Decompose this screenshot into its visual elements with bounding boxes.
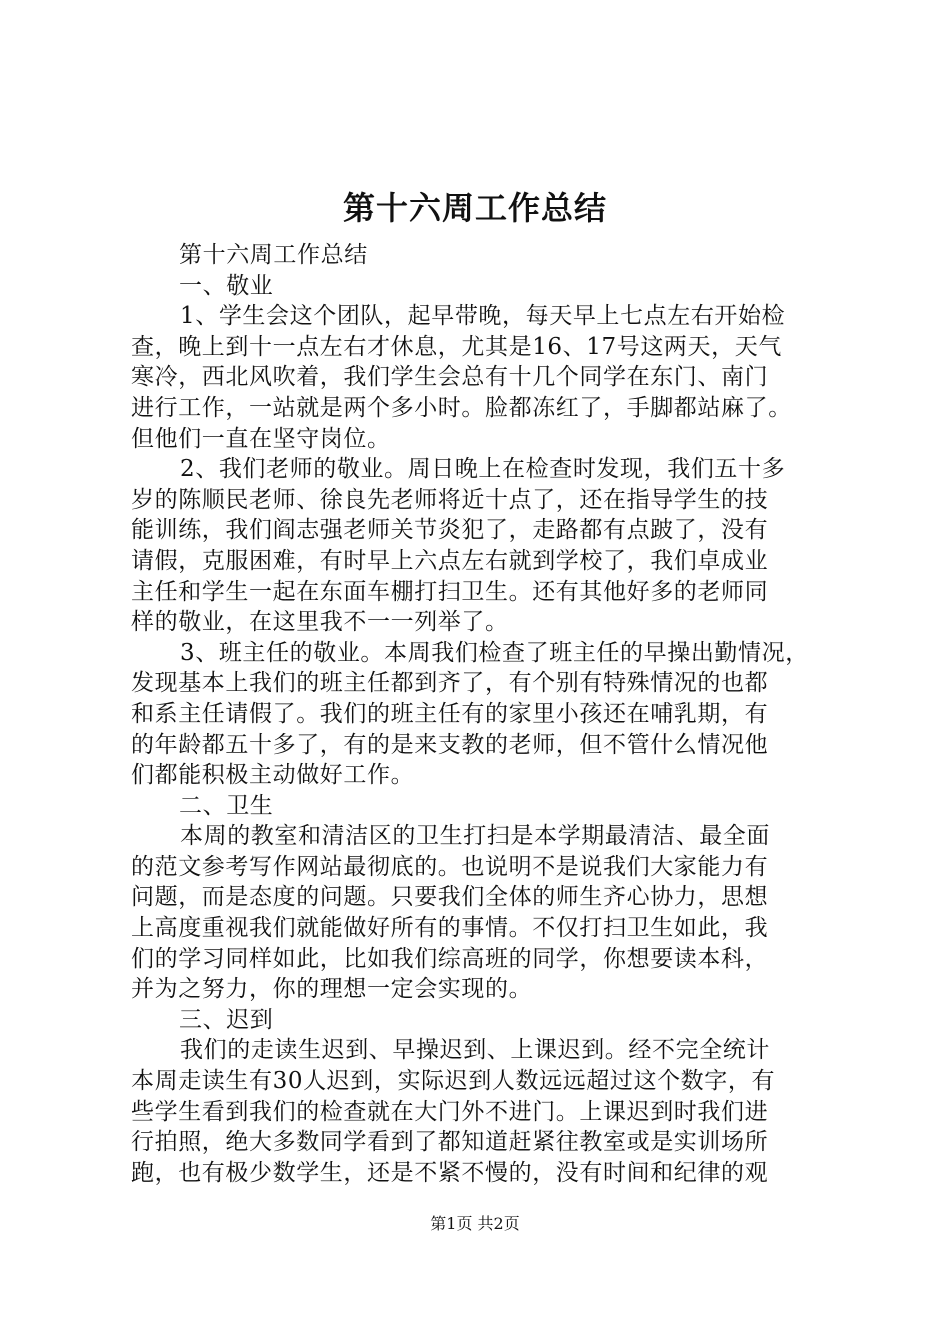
paragraph-line: 寒冷，西北风吹着，我们学生会总有十几个同学在东门、南门: [131, 364, 769, 391]
paragraph-line: 我们的走读生迟到、早操迟到、上课迟到。经不完全统计: [180, 1037, 770, 1064]
paragraph-line: 但他们一直在坚守岗位。: [131, 425, 391, 452]
paragraph-line: 2、我们老师的敬业。周日晚上在检查时发现，我们五十多: [180, 456, 786, 483]
paragraph-line: 的年龄都五十多了，有的是来支教的老师，但不管什么情况他: [131, 731, 769, 758]
paragraph-line: 并为之努力，你的理想一定会实现的。: [131, 976, 533, 1003]
paragraph-line: 跑，也有极少数学生，还是不紧不慢的，没有时间和纪律的观: [131, 1159, 769, 1186]
paragraph-line: 的范文参考写作网站最彻底的。也说明不是说我们大家能力有: [131, 853, 769, 880]
section-heading: 一、敬业: [179, 272, 274, 299]
section-heading: 三、迟到: [179, 1006, 274, 1033]
section-heading: 二、卫生: [179, 792, 274, 819]
paragraph-line: 行拍照，绝大多数同学看到了都知道赶紧往教室或是实训场所: [131, 1129, 769, 1156]
paragraph-line: 请假，克服困难，有时早上六点左右就到学校了，我们卓成业: [131, 547, 769, 574]
paragraph-line: 和系主任请假了。我们的班主任有的家里小孩还在哺乳期，有: [131, 700, 769, 727]
paragraph-line: 问题，而是态度的问题。只要我们全体的师生齐心协力，思想: [131, 884, 769, 911]
paragraph-line: 查，晚上到十一点左右才休息，尤其是16、17号这两天，天气: [131, 333, 782, 360]
paragraph-line: 1、学生会这个团队，起早带晚，每天早上七点左右开始检: [180, 303, 786, 330]
paragraph-line: 们的学习同样如此，比如我们综高班的同学，你想要读本科，: [131, 945, 769, 972]
page-footer: 第1页 共2页: [430, 1214, 520, 1233]
paragraph-line: 3、班主任的敬业。本周我们检查了班主任的早操出勤情况，: [180, 639, 809, 666]
paragraph-line: 主任和学生一起在东面车棚打扫卫生。还有其他好多的老师同: [131, 578, 769, 605]
paragraph-line: 上高度重视我们就能做好所有的事情。不仅打扫卫生如此，我: [131, 915, 769, 942]
paragraph-line: 能训练，我们阎志强老师关节炎犯了，走路都有点跛了，没有: [131, 517, 769, 544]
paragraph-line: 发现基本上我们的班主任都到齐了，有个别有特殊情况的也都: [131, 670, 769, 697]
document-title: 第十六周工作总结: [342, 189, 607, 227]
paragraph-line: 本周的教室和清洁区的卫生打扫是本学期最清洁、最全面: [180, 823, 770, 850]
paragraph-line: 本周走读生有30人迟到，实际迟到人数远远超过这个数字，有: [131, 1068, 776, 1095]
paragraph-line: 第十六周工作总结: [179, 242, 368, 268]
paragraph-line: 们都能积极主动做好工作。: [131, 762, 415, 789]
paragraph-line: 岁的陈顺民老师、徐良先老师将近十点了，还在指导学生的技: [131, 486, 769, 513]
document-body: [131, 240, 831, 1188]
paragraph-line: 进行工作，一站就是两个多小时。脸都冻红了，手脚都站麻了。: [131, 394, 792, 421]
paragraph-line: 些学生看到我们的检查就在大门外不进门。上课迟到时我们进: [131, 1098, 769, 1125]
paragraph-line: 样的敬业，在这里我不一一列举了。: [131, 609, 509, 636]
